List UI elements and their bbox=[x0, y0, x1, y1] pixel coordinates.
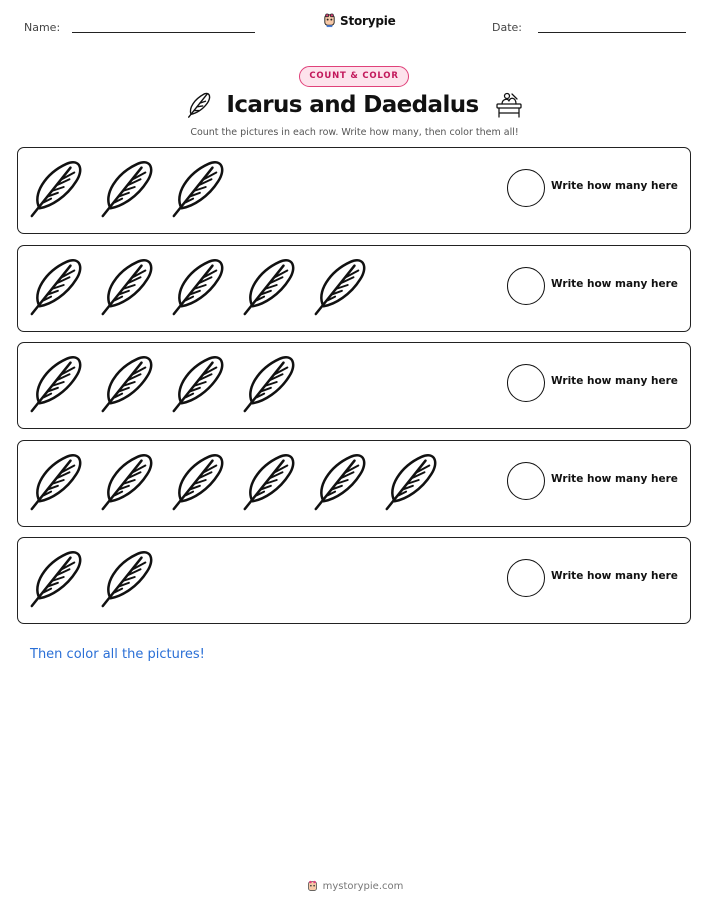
feather-icon[interactable] bbox=[97, 351, 155, 413]
brand-logo bbox=[322, 13, 396, 28]
title-block bbox=[0, 90, 709, 120]
feather-icon[interactable] bbox=[168, 449, 226, 511]
feather-icon[interactable] bbox=[26, 254, 84, 316]
feather-icon[interactable] bbox=[239, 351, 297, 413]
storypie-mascot-icon bbox=[306, 880, 319, 893]
feather-icon[interactable] bbox=[26, 156, 84, 218]
workbench-icon bbox=[493, 90, 525, 120]
count-row bbox=[17, 342, 691, 429]
brand-name: Storypie bbox=[340, 13, 396, 28]
answer-prompt: Write how many here bbox=[551, 570, 678, 582]
count-row bbox=[17, 537, 691, 624]
answer-circle[interactable] bbox=[507, 364, 545, 402]
feather-icon[interactable] bbox=[168, 351, 226, 413]
feather-icon[interactable] bbox=[168, 254, 226, 316]
footer-url[interactable]: mystorypie.com bbox=[322, 881, 404, 892]
feather-icon[interactable] bbox=[239, 449, 297, 511]
footer bbox=[0, 880, 709, 893]
answer-prompt: Write how many here bbox=[551, 277, 678, 290]
count-row bbox=[17, 440, 691, 527]
answer-circle[interactable] bbox=[507, 462, 545, 500]
storypie-mascot-icon bbox=[322, 13, 337, 28]
feather-icon[interactable] bbox=[381, 449, 439, 511]
count-row bbox=[17, 245, 691, 332]
date-field[interactable] bbox=[538, 32, 686, 33]
activity-badge: COUNT & COLOR bbox=[299, 66, 409, 87]
feather-icon[interactable] bbox=[26, 449, 84, 511]
feather-icon[interactable] bbox=[97, 449, 155, 511]
feather-icon[interactable] bbox=[310, 449, 368, 511]
feather-icon[interactable] bbox=[168, 156, 226, 218]
answer-circle[interactable] bbox=[507, 559, 545, 597]
answer-prompt: Write how many here bbox=[551, 472, 678, 485]
feather-icon[interactable] bbox=[26, 546, 84, 608]
name-field[interactable] bbox=[72, 32, 255, 33]
feather-icon[interactable] bbox=[239, 254, 297, 316]
feather-icon[interactable] bbox=[97, 254, 155, 316]
answer-prompt: Write how many here bbox=[551, 375, 678, 387]
count-row bbox=[17, 147, 691, 234]
feather-icon[interactable] bbox=[310, 254, 368, 316]
answer-prompt: Write how many here bbox=[551, 180, 678, 192]
date-label: Date: bbox=[492, 21, 522, 34]
feather-icon[interactable] bbox=[97, 546, 155, 608]
feather-icon[interactable] bbox=[26, 351, 84, 413]
feather-icon bbox=[184, 90, 212, 120]
name-label: Name: bbox=[24, 21, 61, 34]
feather-icon[interactable] bbox=[97, 156, 155, 218]
instructions: Count the pictures in each row. Write how many, then color them all! bbox=[190, 127, 519, 138]
closing-note: Then color all the pictures! bbox=[30, 647, 205, 662]
page-title: Icarus and Daedalus bbox=[226, 92, 479, 118]
answer-circle[interactable] bbox=[507, 267, 545, 305]
answer-circle[interactable] bbox=[507, 169, 545, 207]
